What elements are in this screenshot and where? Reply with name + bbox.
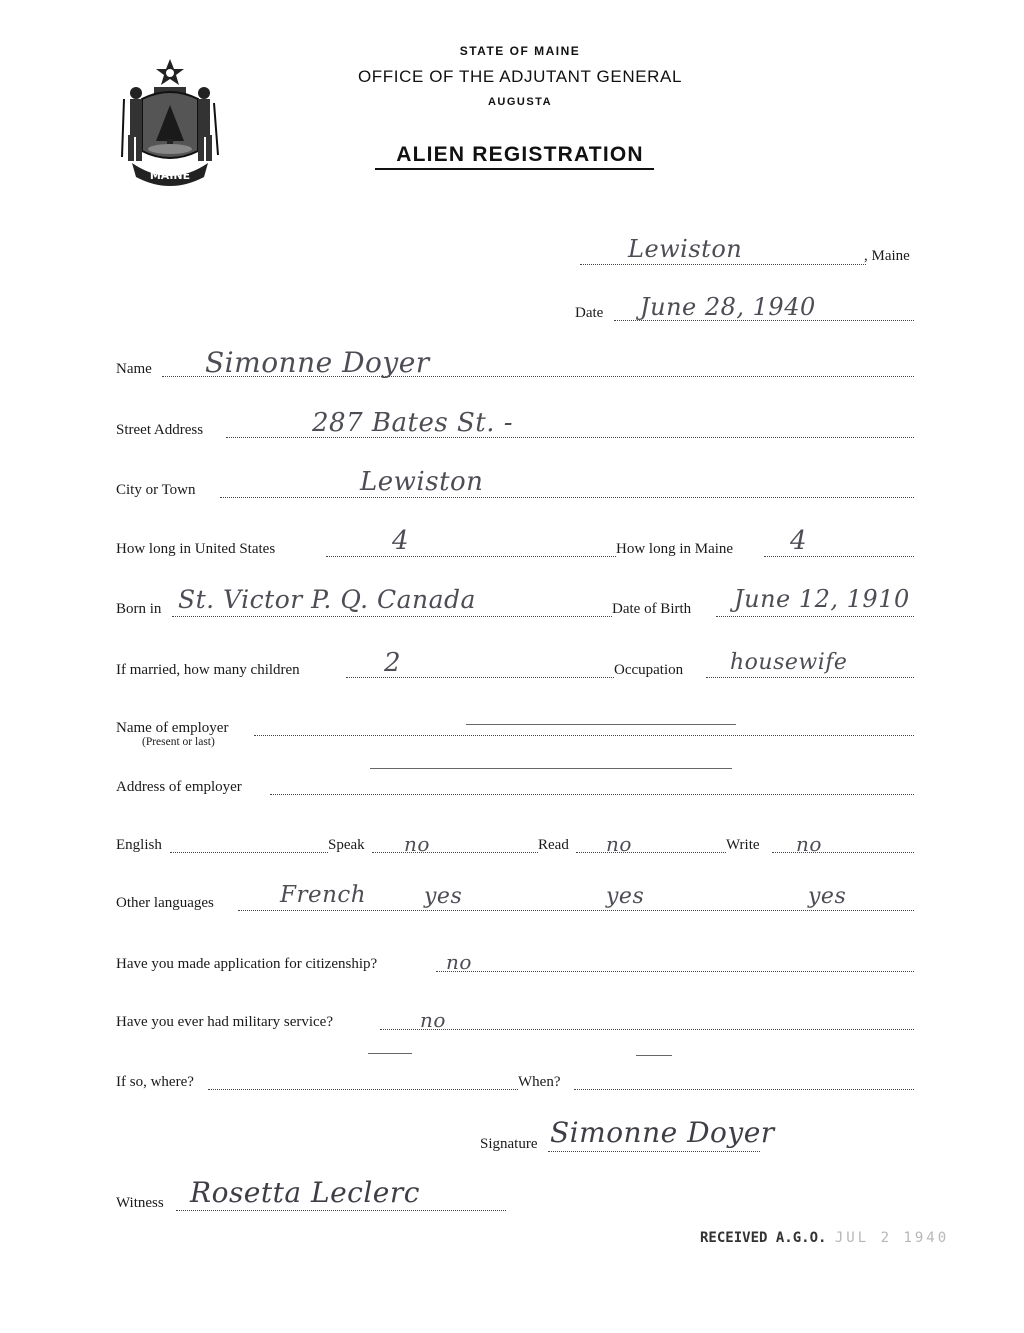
employer-address-line[interactable] [270,794,914,795]
header-state: STATE OF MAINE [459,44,581,58]
dob-label: Date of Birth [612,601,692,617]
military-line [380,1029,914,1030]
dob-line [716,616,914,617]
date-label: Date [575,305,604,321]
witness-value[interactable]: Rosetta Leclerc [190,1176,420,1209]
name-label: Name [116,361,152,377]
write-value[interactable]: no [796,832,822,856]
military-label: Have you ever had military service? [116,1014,333,1030]
street-label: Street Address [116,422,204,438]
speak-label: Speak [328,837,365,853]
employer-dash [466,724,736,725]
employer-note: (Present or last) [142,736,215,748]
employer-label: Name of employer [116,720,229,736]
when-label: When? [518,1074,561,1090]
dob-value[interactable]: June 12, 1910 [734,585,910,613]
born-in-label: Born in [116,601,162,617]
where-line[interactable] [208,1089,518,1090]
other-languages-write[interactable]: yes [808,884,847,909]
signature-value[interactable]: Simonne Doyer [550,1116,775,1149]
write-label: Write [726,837,760,853]
other-languages-label: Other languages [116,895,214,911]
citizenship-line [436,971,914,972]
other-languages-speak[interactable]: yes [424,884,463,909]
place-suffix: , Maine [864,248,910,264]
witness-line [176,1210,506,1211]
how-long-maine-line [764,556,914,557]
english-line [170,852,328,853]
state-of-maine-seal-icon [114,55,226,189]
svg-text:MAINE: MAINE [149,169,191,182]
when-dash [636,1055,672,1056]
header-city: AUGUSTA [487,96,553,108]
city-value[interactable]: Lewiston [360,467,484,497]
children-value[interactable]: 2 [384,648,402,678]
date-value[interactable]: June 28, 1940 [640,293,816,321]
signature-label: Signature [480,1136,538,1152]
citizenship-value[interactable]: no [446,950,472,974]
witness-label: Witness [116,1195,164,1211]
children-label: If married, how many children [116,662,300,678]
occupation-label: Occupation [614,662,684,678]
speak-line [372,852,538,853]
where-label: If so, where? [116,1074,194,1090]
when-line[interactable] [574,1089,914,1090]
place-line [580,264,866,265]
received-stamp [700,1230,949,1246]
english-label: English [116,837,162,853]
how-long-us-line [326,556,616,557]
received-stamp-text: RECEIVED A.G.O. [700,1230,827,1246]
other-languages-read[interactable]: yes [606,884,645,909]
read-value[interactable]: no [606,832,632,856]
signature-line [548,1151,760,1152]
where-dash [368,1053,412,1054]
how-long-us-label: How long in United States [116,541,276,557]
city-line [220,497,914,498]
employer-line[interactable] [254,735,914,736]
occupation-line [706,677,914,678]
born-in-line [172,616,612,617]
how-long-maine-label: How long in Maine [616,541,734,557]
form-title: ALIEN REGISTRATION [396,143,644,166]
citizenship-label: Have you made application for citizenship? [116,956,378,972]
how-long-maine-value[interactable]: 4 [790,526,808,556]
write-line [772,852,914,853]
name-value[interactable]: Simonne Doyer [205,346,430,379]
header-office: OFFICE OF THE ADJUTANT GENERAL [357,67,683,86]
received-stamp-date: JUL 2 1940 [834,1230,950,1246]
place-value[interactable]: Lewiston [628,235,743,263]
employer-address-dash [370,768,732,769]
title-underline [375,168,654,170]
other-languages-line [238,910,914,911]
city-label: City or Town [116,482,196,498]
read-label: Read [538,837,569,853]
read-line [576,852,726,853]
other-languages-value[interactable]: French [280,882,367,908]
speak-value[interactable]: no [404,832,430,856]
employer-address-label: Address of employer [116,779,242,795]
occupation-value[interactable]: housewife [730,650,848,675]
born-in-value[interactable]: St. Victor P. Q. Canada [178,585,476,614]
military-value[interactable]: no [420,1008,446,1032]
how-long-us-value[interactable]: 4 [392,526,410,556]
street-value[interactable]: 287 Bates St. - [312,408,514,438]
